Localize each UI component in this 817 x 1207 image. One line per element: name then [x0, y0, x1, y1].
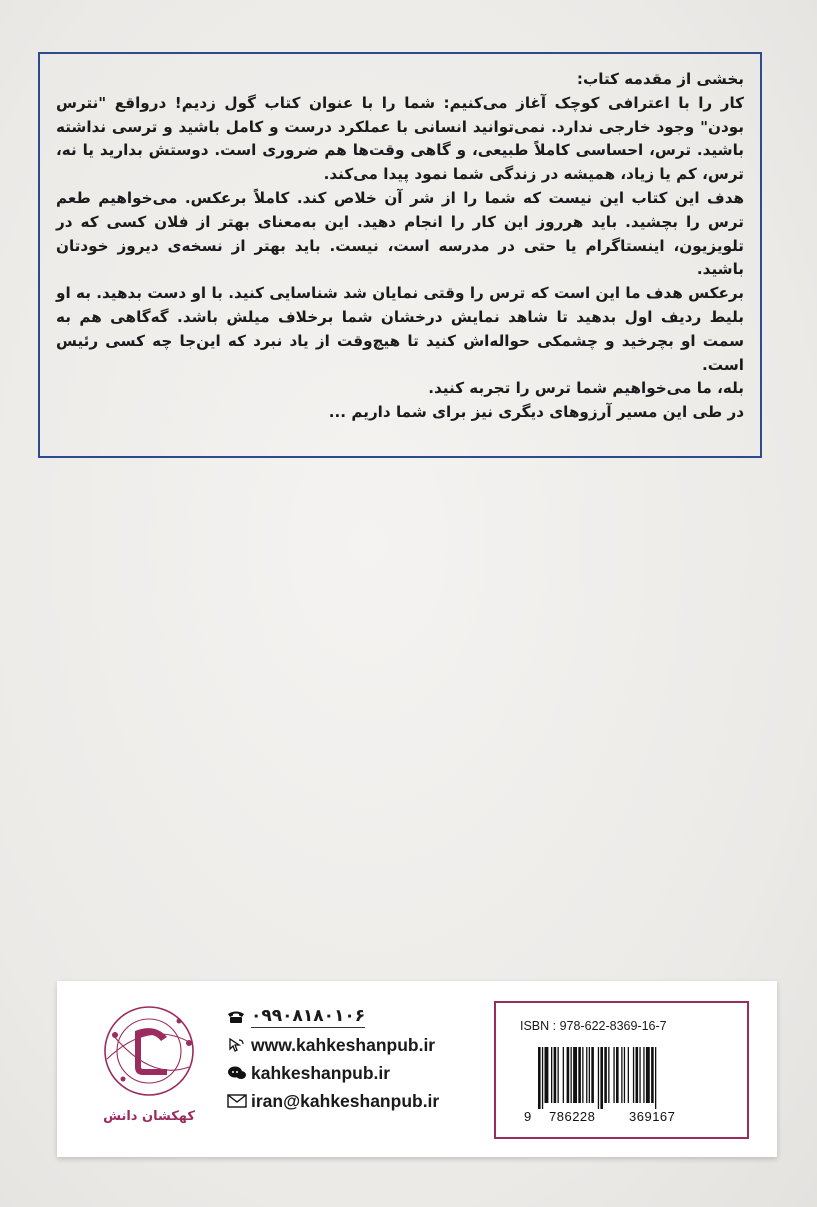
introduction-excerpt	[38, 52, 762, 458]
barcode	[536, 1047, 696, 1109]
barcode-bar	[578, 1047, 581, 1103]
barcode-bar	[586, 1047, 587, 1103]
publisher-logo-text: کهکشان دانش	[103, 1109, 195, 1124]
isbn-label: ISBN : 978-622-8369-16-7	[520, 1019, 667, 1033]
barcode-bar	[639, 1047, 640, 1103]
mail-icon	[227, 1094, 249, 1108]
barcode-bar	[554, 1047, 557, 1103]
barcode-bar	[633, 1047, 634, 1103]
barcode-digit-prefix: 9	[524, 1109, 532, 1124]
email-row	[227, 1087, 487, 1115]
excerpt-paragraph: هدف این کتاب این نیست که شما را از شر آن خلاص کند. کاملاً برعکس. می‌خواهیم طعم ترس را بچشید. باید هرروز این کار را انجام دهید. این به‌معنای بهتر از فلان کسی که در تلویزیون، اینستاگرام یا حتی در مدرسه است، نیست. باید بهتر از نسخه‌ی دیروز خودتان باشید.	[56, 188, 744, 279]
barcode-bar	[646, 1047, 650, 1103]
phone-number: ۰۹۹۰۸۱۸۰۱۰۶	[251, 1006, 366, 1026]
excerpt-paragraph: برعکس هدف ما این است که ترس را وقتی نمایان شد شناسایی کنید. با او دست بدهید. به او بلیط ردیف اول بدهید تا شاهد نمایش درخشان شما برخلاف میلش باشد. گه‌گاهی هم به سمت او بچرخید و چشمکی حواله‌اش کنید تا هیچ‌وقت از یاد نبرد که این‌جا چه کسی رئیس است.	[56, 284, 744, 374]
barcode-bar	[613, 1047, 614, 1103]
barcode-bar	[573, 1047, 577, 1103]
barcode-bar	[589, 1047, 590, 1103]
barcode-bar	[636, 1047, 639, 1103]
barcode-bar	[624, 1047, 625, 1103]
barcode-bar	[598, 1047, 599, 1109]
phone-row	[227, 1003, 487, 1031]
barcode-bar	[621, 1047, 622, 1103]
excerpt-heading: بخشی از مقدمه کتاب:	[576, 70, 744, 88]
barcode-bar	[542, 1047, 543, 1109]
excerpt-paragraph: کار را با اعترافی کوچک آغاز می‌کنیم: شما را با عنوان کتاب گول زدیم! درواقع "نترس بودن" وجود خارجی ندارد. نمی‌توانید انسانی با عملکرد درست و کامل باشید و ترسی نداشته باشید. ترس، احساسی کاملاً طبیعی، و گاهی وقت‌ها هم ضروری است. دوستش بدارید یا نه، ترس، کم یا زیاد، همیشه در زندگی شما نمود پیدا می‌کند.	[56, 93, 744, 184]
social-link[interactable]: kahkeshanpub.ir	[251, 1062, 391, 1083]
barcode-bar	[616, 1047, 619, 1103]
publisher-logo	[81, 1001, 217, 1143]
barcode-bar	[563, 1047, 564, 1103]
email-link[interactable]: iran@kahkeshanpub.ir	[251, 1090, 440, 1111]
isbn-box	[494, 1001, 749, 1139]
contact-info	[227, 1003, 487, 1115]
barcode-bar	[558, 1047, 559, 1103]
galaxy-logo-icon	[93, 1001, 205, 1105]
barcode-bar	[628, 1047, 629, 1103]
social-icon	[227, 1065, 249, 1081]
website-link[interactable]: www.kahkeshanpub.ir	[251, 1034, 436, 1055]
barcode-bar	[551, 1047, 552, 1103]
website-row	[227, 1031, 487, 1059]
mouse-pointer-icon	[227, 1037, 249, 1053]
barcode-bar	[538, 1047, 541, 1109]
barcode-digits-right: 369167	[629, 1109, 676, 1124]
excerpt-paragraph: در طی این مسیر آرزوهای دیگری نیز برای شما داریم ...	[328, 403, 744, 422]
phone-icon	[227, 1010, 249, 1024]
barcode-bar	[591, 1047, 594, 1103]
barcode-bar	[651, 1047, 654, 1103]
barcode-bar	[655, 1047, 656, 1109]
barcode-bar	[643, 1047, 644, 1103]
barcode-bar	[608, 1047, 609, 1103]
excerpt-paragraph: بله، ما می‌خواهیم شما ترس را تجربه کنید.	[428, 379, 744, 398]
publisher-info-card	[57, 981, 777, 1157]
barcode-bars	[536, 1047, 696, 1109]
barcode-bar	[567, 1047, 570, 1103]
barcode-digits-left: 786228	[549, 1109, 596, 1124]
social-row	[227, 1059, 487, 1087]
barcode-bar	[582, 1047, 583, 1103]
barcode-bar	[600, 1047, 603, 1109]
barcode-bar	[571, 1047, 572, 1103]
barcode-bar	[545, 1047, 549, 1103]
barcode-bar	[604, 1047, 607, 1103]
